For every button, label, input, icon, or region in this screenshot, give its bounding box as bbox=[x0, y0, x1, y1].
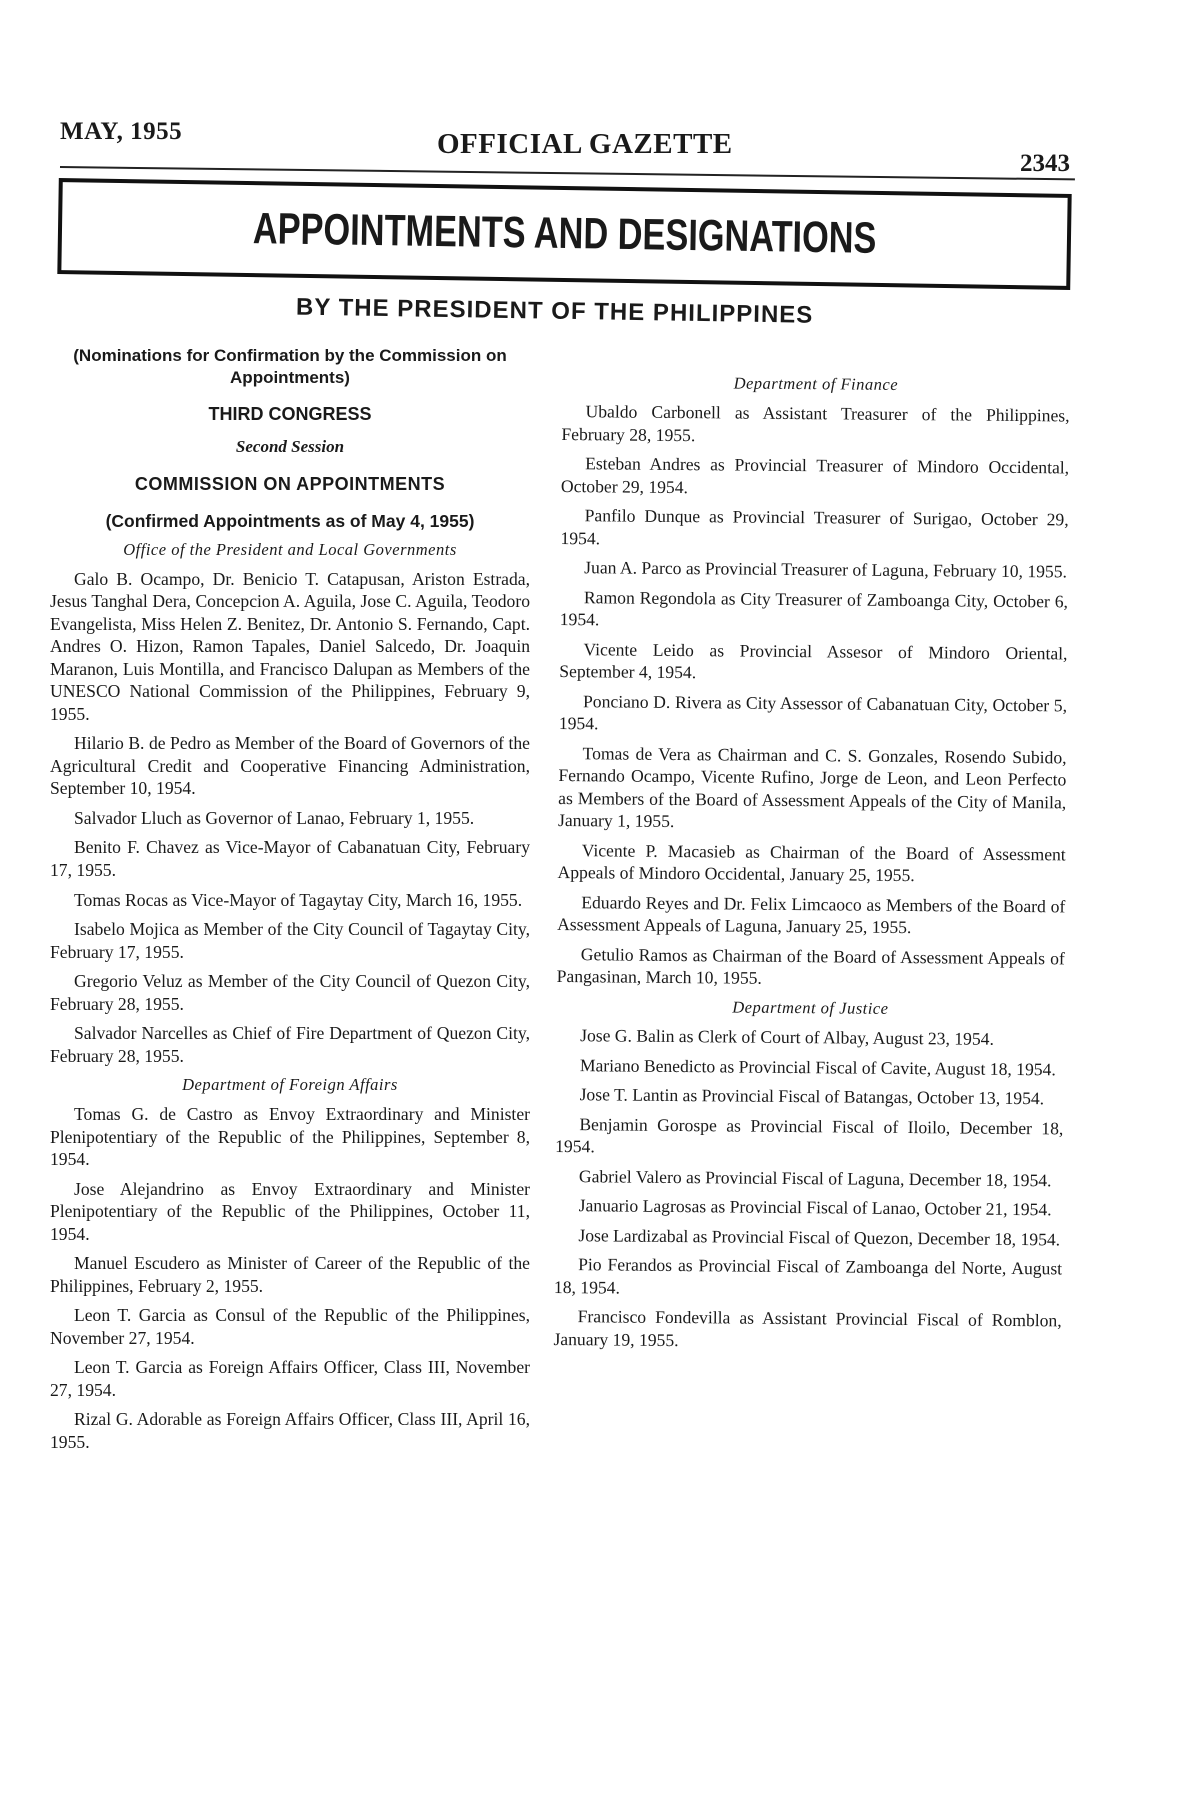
appointment-entry: Vicente P. Macasieb as Chairman of the Board of Assessment Appeals of Mindoro Occidental, January 25, 1955. bbox=[557, 840, 1066, 886]
issue-date: MAY, 1955 bbox=[60, 118, 183, 145]
dept-heading-office: Office of the President and Local Governments bbox=[123, 539, 457, 559]
header-rule bbox=[60, 166, 1075, 180]
nominations-heading: (Nominations for Confirmation by the Commission on Appointments) bbox=[73, 346, 507, 387]
appointment-entry: Salvador Lluch as Governor of Lanao, February 1, 1955. bbox=[74, 807, 475, 828]
appointment-entry: Januario Lagrosas as Provincial Fiscal of Lanao, October 21, 1954. bbox=[578, 1195, 1052, 1220]
appointment-entry: Francisco Fondevilla as Assistant Provincial Fiscal of Romblon, January 19, 1955. bbox=[553, 1306, 1062, 1350]
section-banner bbox=[57, 178, 1071, 290]
appointment-entry: Gregorio Veluz as Member of the City Council of Quezon City, February 28, 1955. bbox=[50, 971, 530, 1014]
congress-heading: THIRD CONGRESS bbox=[208, 403, 372, 424]
dept-heading-justice: Department of Justice bbox=[732, 997, 889, 1018]
session-heading: Second Session bbox=[235, 436, 345, 456]
appointment-entry: Salvador Narcelles as Chief of Fire Department of Quezon City, February 28, 1955. bbox=[50, 1023, 530, 1066]
appointment-entry: Gabriel Valero as Provincial Fiscal of Laguna, December 18, 1954. bbox=[578, 1165, 1052, 1190]
appointment-entry: Ramon Regondola as City Treasurer of Zamboanga City, October 6, 1954. bbox=[559, 586, 1069, 630]
appointment-entry: Juan A. Parco as Provincial Treasurer of Laguna, February 10, 1955. bbox=[584, 557, 1068, 582]
appointment-entry: Getulio Ramos as Chairman of the Board of Assessment Appeals of Pangasinan, March 10, 1955. bbox=[556, 944, 1065, 989]
appointment-entry: Benjamin Gorospe as Provincial Fiscal of Iloilo, December 18, 1954. bbox=[555, 1113, 1064, 1157]
appointment-entry: Leon T. Garcia as Consul of the Republic of the Philippines, November 27, 1954. bbox=[50, 1305, 530, 1348]
dept-heading-foreign-affairs: Department of Foreign Affairs bbox=[182, 1075, 398, 1095]
appointment-entry: Eduardo Reyes and Dr. Felix Limcaoco as Members of the Board of Assessment Appeals of Laguna, January 25, 1955. bbox=[557, 892, 1066, 938]
appointment-entry: Jose T. Lantin as Provincial Fiscal of Batangas, October 13, 1954. bbox=[579, 1084, 1045, 1109]
appointment-entry: Panfilo Dunque as Provincial Treasurer of Surigao, October 29, 1954. bbox=[560, 505, 1069, 549]
appointment-entry: Galo B. Ocampo, Dr. Benicio T. Catapusan, Ariston Estrada, Jesus Tanghal Dera, Concepcion A. Aguila, Jose C. Aguila, Teodoro Evangelista, Miss Helen Z. Benitez, Dr. Antonio S. Fernando, Capt. Andres O. Hizon, Ramon Tapales, Daniel Salcedo, Dr. Joaquin Maranon, Luis Montilla, and Francisco Dalupan as Members of the UNESCO National Commission of the Philippines, February 9, 1955. bbox=[50, 568, 530, 724]
appointment-entry: Pio Ferandos as Provincial Fiscal of Zamboanga del Norte, August 18, 1954. bbox=[553, 1254, 1063, 1298]
appointment-entry: Vicente Leido as Provincial Assesor of Mindoro Oriental, September 4, 1954. bbox=[559, 638, 1068, 683]
page-number: 2343 bbox=[1020, 150, 1070, 177]
appointment-entry: Jose G. Balin as Clerk of Court of Albay, August 23, 1954. bbox=[580, 1025, 994, 1049]
appointment-entry: Ponciano D. Rivera as City Assessor of Cabanatuan City, October 5, 1954. bbox=[558, 690, 1068, 734]
publication-title: OFFICIAL GAZETTE bbox=[437, 128, 733, 160]
appointment-entry: Benito F. Chavez as Vice-Mayor of Cabanatuan City, February 17, 1955. bbox=[50, 837, 530, 880]
banner-title: APPOINTMENTS AND DESIGNATIONS bbox=[252, 204, 877, 263]
byline: BY THE PRESIDENT OF THE PHILIPPINES bbox=[295, 293, 814, 329]
appointment-entry: Manuel Escudero as Minister of Career of the Republic of the Philippines, February 2, 1955. bbox=[50, 1253, 530, 1296]
appointment-entry: Leon T. Garcia as Foreign Affairs Officer, Class III, November 27, 1954. bbox=[50, 1357, 530, 1400]
dept-heading-finance: Department of Finance bbox=[733, 373, 899, 394]
appointment-entry: Jose Lardizabal as Provincial Fiscal of Quezon, December 18, 1954. bbox=[578, 1224, 1061, 1250]
appointment-entry: Tomas G. de Castro as Envoy Extraordinary and Minister Plenipotentiary of the Republic of the Philippines, September 8, 1954. bbox=[50, 1104, 530, 1170]
right-column bbox=[553, 365, 1070, 1362]
confirmed-heading: (Confirmed Appointments as of May 4, 1955) bbox=[105, 511, 475, 532]
appointment-entry: Tomas Rocas as Vice-Mayor of Tagaytay City, March 16, 1955. bbox=[74, 889, 523, 910]
appointment-entry: Hilario B. de Pedro as Member of the Board of Governors of the Agricultural Credit and Cooperative Financing Administration, September 10, 1954. bbox=[50, 733, 530, 799]
appointment-entry: Tomas de Vera as Chairman and C. S. Gonzales, Rosendo Subido, Fernando Ocampo, Vicente Rufino, Jorge de Leon, and Leon Perfecto as Members of the Board of Assessment Appeals of the City of Manila, January 1, 1955. bbox=[557, 743, 1067, 832]
appointment-entry: Jose Alejandrino as Envoy Extraordinary and Minister Plenipotentiary of the Republic of the Philippines, October 11, 1954. bbox=[50, 1178, 530, 1244]
commission-heading: COMMISSION ON APPOINTMENTS bbox=[134, 474, 446, 495]
appointment-entry: Esteban Andres as Provincial Treasurer of Mindoro Occidental, October 29, 1954. bbox=[560, 453, 1070, 497]
appointment-entry: Ubaldo Carbonell as Assistant Treasurer of the Philippines, February 28, 1955. bbox=[561, 401, 1070, 445]
appointment-entry: Mariano Benedicto as Provincial Fiscal of Cavite, August 18, 1954. bbox=[579, 1054, 1056, 1079]
appointment-entry: Rizal G. Adorable as Foreign Affairs Officer, Class III, April 16, 1955. bbox=[50, 1409, 530, 1452]
appointment-entry: Isabelo Mojica as Member of the City Council of Tagaytay City, February 17, 1955. bbox=[50, 919, 530, 962]
left-column bbox=[50, 345, 530, 1460]
